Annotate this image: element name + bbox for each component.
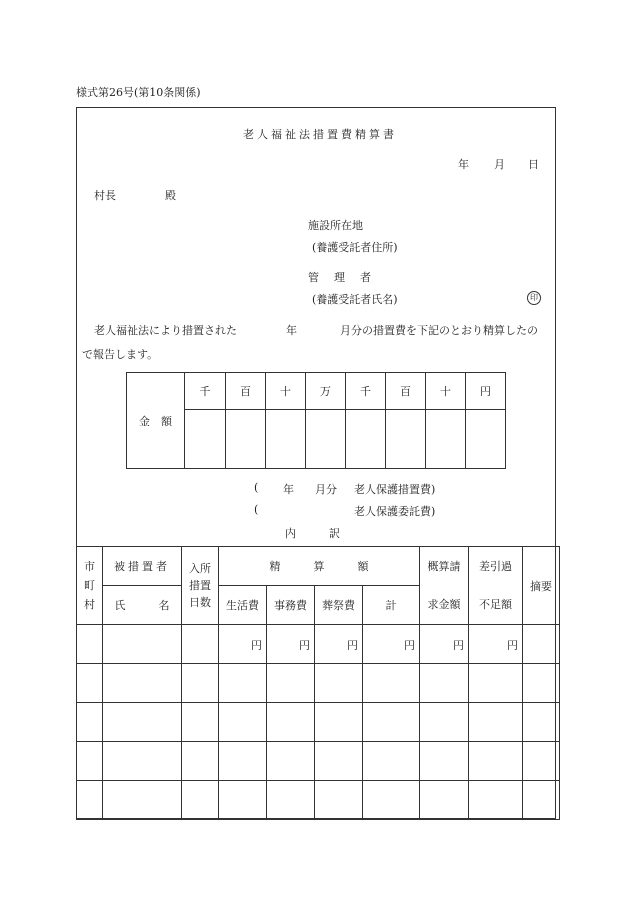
cell[interactable] (523, 664, 560, 703)
cell[interactable] (469, 781, 523, 820)
amount-cell[interactable] (386, 410, 426, 469)
total-header: 計 (363, 586, 420, 625)
person-name-label: 氏 名 (103, 586, 182, 625)
amount-cell[interactable] (346, 410, 386, 469)
cell[interactable] (219, 703, 267, 742)
remarks-header: 摘要 (523, 547, 560, 625)
amount-unit-yen: 円 (466, 373, 506, 410)
amount-cell[interactable] (306, 410, 346, 469)
date-month: 月 (494, 158, 505, 171)
cell[interactable] (77, 664, 103, 703)
cell[interactable] (420, 781, 469, 820)
amount-unit-thousand: 千 (185, 373, 226, 410)
difference-header: 差引過 不足額 (469, 547, 523, 625)
cell[interactable] (103, 781, 182, 820)
cell[interactable] (363, 781, 420, 820)
cell[interactable] (103, 664, 182, 703)
amount-unit-man: 万 (306, 373, 346, 410)
admission-days-header: 入所 措置 日数 (182, 547, 219, 625)
amount-unit-hundred-2: 百 (386, 373, 426, 410)
living-cost-header: 生活費 (219, 586, 267, 625)
table-row (77, 703, 560, 742)
yen-unit: 円 (469, 625, 523, 664)
person-header: 被措置者 (103, 547, 182, 586)
cell[interactable] (77, 781, 103, 820)
note1-text: 老人保護措置費) (354, 483, 436, 496)
cell[interactable] (469, 703, 523, 742)
cell[interactable] (523, 703, 560, 742)
cell[interactable] (267, 781, 315, 820)
note1-month: 月分 (315, 483, 337, 496)
facility-location-label: 施設所在地 (308, 219, 363, 232)
body-text-part1: 老人福祉法により措置された (94, 324, 237, 337)
body-text-line2: で報告します。 (82, 348, 159, 361)
note1-open: ( (254, 481, 259, 494)
cell[interactable] (103, 703, 182, 742)
cell[interactable] (267, 742, 315, 781)
cell[interactable] (182, 664, 219, 703)
cell[interactable] (77, 742, 103, 781)
cell[interactable] (219, 664, 267, 703)
amount-cell[interactable] (266, 410, 306, 469)
amount-unit-hundred: 百 (226, 373, 266, 410)
amount-table (126, 372, 506, 469)
date-day: 日 (528, 158, 539, 171)
table-row (77, 781, 560, 820)
cell[interactable] (315, 664, 363, 703)
cell[interactable] (77, 625, 103, 664)
date-year: 年 (458, 158, 469, 171)
amount-unit-thousand-2: 千 (346, 373, 386, 410)
facility-location-note: (養護受託者住所) (312, 241, 398, 254)
cell[interactable] (103, 742, 182, 781)
yen-unit: 円 (315, 625, 363, 664)
amount-cell[interactable] (185, 410, 226, 469)
cell[interactable] (182, 625, 219, 664)
cell[interactable] (219, 781, 267, 820)
yen-unit: 円 (267, 625, 315, 664)
yen-unit: 円 (363, 625, 420, 664)
amount-cell[interactable] (226, 410, 266, 469)
amount-cell[interactable] (426, 410, 466, 469)
cell[interactable] (469, 742, 523, 781)
addressee-honorific: 殿 (165, 189, 176, 202)
note2-text: 老人保護委託費) (354, 505, 436, 518)
detail-table (76, 546, 560, 820)
cell[interactable] (77, 703, 103, 742)
amount-unit-ten: 十 (266, 373, 306, 410)
cell[interactable] (363, 742, 420, 781)
amount-unit-ten-2: 十 (426, 373, 466, 410)
body-text-part2: 月分の措置費を下記のとおり精算したの (340, 324, 538, 337)
addressee-name: 村長 (94, 189, 116, 202)
seal-mark: 印 (527, 291, 541, 305)
cell[interactable] (363, 664, 420, 703)
funeral-cost-header: 葬祭費 (315, 586, 363, 625)
settlement-header: 精 算 額 (219, 547, 420, 586)
form-number: 様式第26号(第10条関係) (76, 86, 201, 99)
cell[interactable] (523, 781, 560, 820)
cell[interactable] (469, 664, 523, 703)
manager-label: 管 理 者 (308, 271, 373, 284)
body-text-year: 年 (286, 324, 297, 337)
note2-open: ( (254, 503, 259, 516)
table-row (77, 742, 560, 781)
cell[interactable] (182, 781, 219, 820)
yen-unit: 円 (219, 625, 267, 664)
cell[interactable] (523, 625, 560, 664)
form-title: 老人福祉法措置費精算書 (243, 128, 397, 141)
note1-year: 年 (283, 483, 294, 496)
municipality-header: 市 町 村 (77, 547, 103, 625)
cell[interactable] (267, 703, 315, 742)
cell[interactable] (363, 703, 420, 742)
cell[interactable] (523, 742, 560, 781)
cell[interactable] (420, 703, 469, 742)
cell[interactable] (315, 742, 363, 781)
amount-label: 金 額 (127, 373, 185, 469)
request-header: 概算請 求金額 (420, 547, 469, 625)
yen-unit: 円 (420, 625, 469, 664)
cell[interactable] (420, 664, 469, 703)
table-row (77, 664, 560, 703)
cell[interactable] (315, 703, 363, 742)
breakdown-label: 内 訳 (285, 527, 340, 540)
cell[interactable] (420, 742, 469, 781)
amount-cell[interactable] (466, 410, 506, 469)
table-row (77, 625, 560, 664)
cell[interactable] (267, 664, 315, 703)
cell[interactable] (219, 742, 267, 781)
manager-note: (養護受託者氏名) (312, 293, 398, 306)
office-cost-header: 事務費 (267, 586, 315, 625)
cell[interactable] (182, 703, 219, 742)
cell[interactable] (103, 625, 182, 664)
cell[interactable] (182, 742, 219, 781)
cell[interactable] (315, 781, 363, 820)
